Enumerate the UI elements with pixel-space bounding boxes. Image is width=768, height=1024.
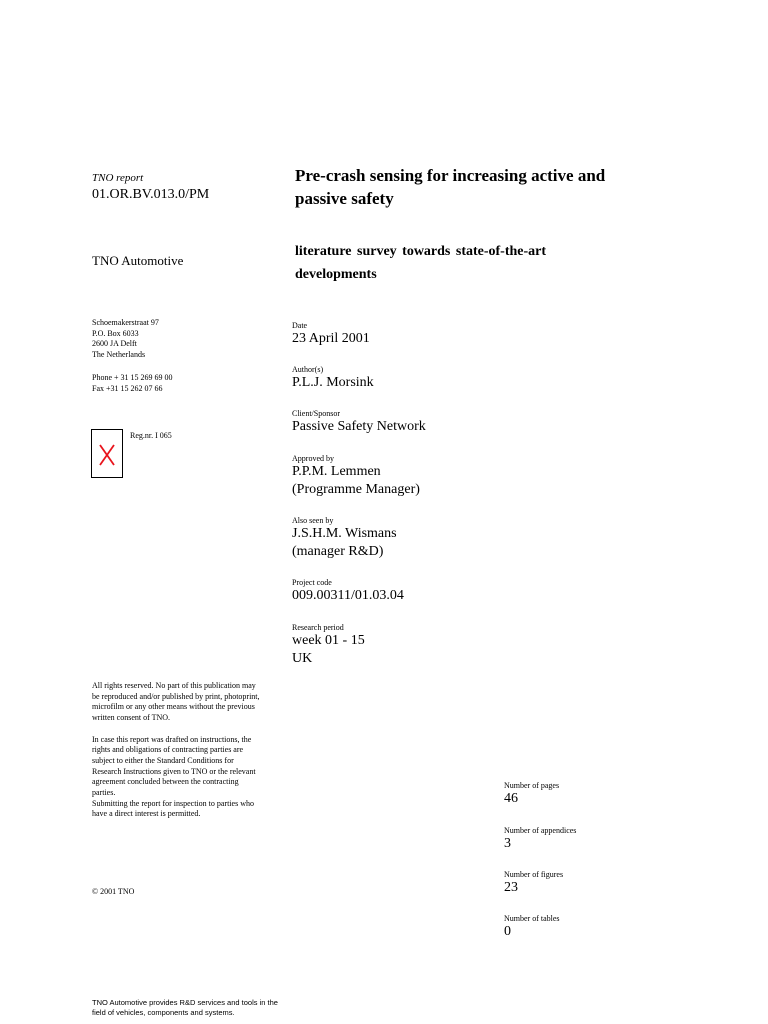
field-label: Number of figures [504, 870, 564, 879]
field-research-period [292, 623, 365, 668]
field-value: 009.00311/01.03.04 [292, 588, 404, 603]
footer-note: TNO Automotive provides R&D services and tools in the field of vehicles, components and systems. [92, 998, 278, 1017]
field-value: P.P.M. Lemmen [292, 464, 381, 479]
certification-logo [91, 429, 123, 478]
field-value: P.L.J. Morsink [292, 375, 374, 390]
field-label: Also seen by [292, 516, 334, 525]
field-label: Client/Sponsor [292, 409, 341, 418]
missing-image-icon [92, 430, 122, 477]
count-tables [504, 914, 560, 941]
rights-notice: All rights reserved. No part of this publication may be reproduced and/or published by print, photoprint, microfilm or any other means without the previous written consent of TNO. [92, 681, 260, 723]
count-figures [504, 870, 563, 897]
field-project-code [292, 578, 404, 605]
field-value: 23 April 2001 [292, 331, 370, 346]
field-value: Passive Safety Network [292, 419, 426, 434]
inspection-notice: Submitting the report for inspection to parties who have a direct interest is permitted. [92, 798, 254, 819]
count-pages [504, 781, 559, 808]
instructions-notice: In case this report was drafted on instructions, the rights and obligations of contracting parties are subject to either the Standard Conditions for Research Instructions given to TNO or the relevant agreement concluded between the contracting parties. [92, 734, 256, 798]
organisation-address [92, 318, 159, 360]
address-line: 2600 JA Delft [92, 339, 137, 348]
field-authors [292, 365, 374, 392]
legal-notice [92, 681, 262, 831]
fax-number: Fax +31 15 262 07 66 [92, 383, 163, 393]
field-date [292, 321, 370, 348]
count-appendices [504, 826, 576, 853]
field-label: Approved by [292, 454, 334, 463]
report-type: TNO report [92, 172, 144, 184]
field-value: (Programme Manager) [292, 482, 420, 497]
field-label: Project code [292, 578, 332, 587]
field-client [292, 409, 426, 436]
field-also-seen-by [292, 516, 397, 561]
address-line: The Netherlands [92, 349, 146, 359]
field-value: 0 [504, 924, 511, 939]
field-value: week 01 - 15 [292, 633, 365, 648]
field-value: (manager R&D) [292, 544, 384, 559]
field-label: Research period [292, 623, 344, 632]
address-line: Schoemakerstraat 97 [92, 318, 159, 327]
organisation-name: TNO Automotive [92, 253, 184, 268]
field-label: Author(s) [292, 365, 324, 374]
copyright: © 2001 TNO [92, 887, 135, 896]
field-value: UK [292, 651, 313, 666]
field-value: J.S.H.M. Wismans [292, 526, 397, 541]
field-label: Number of pages [504, 781, 560, 790]
report-title: Pre-crash sensing for increasing active and passive safety [295, 166, 606, 208]
phone-number: Phone + 31 15 269 69 00 [92, 373, 173, 382]
field-label: Number of tables [504, 914, 560, 923]
organisation-contact [92, 373, 173, 394]
field-label: Date [292, 321, 308, 330]
field-value: 3 [504, 836, 511, 851]
field-approved-by [292, 454, 420, 499]
field-label: Number of appendices [504, 826, 577, 835]
registration-number: Reg.nr. I 065 [130, 431, 172, 440]
report-number: 01.OR.BV.013.0/PM [92, 187, 210, 202]
field-value: 46 [504, 791, 518, 806]
field-value: 23 [504, 880, 518, 895]
address-line: P.O. Box 6033 [92, 328, 139, 338]
report-subtitle: literature survey towards state-of-the-art developments [295, 244, 547, 282]
